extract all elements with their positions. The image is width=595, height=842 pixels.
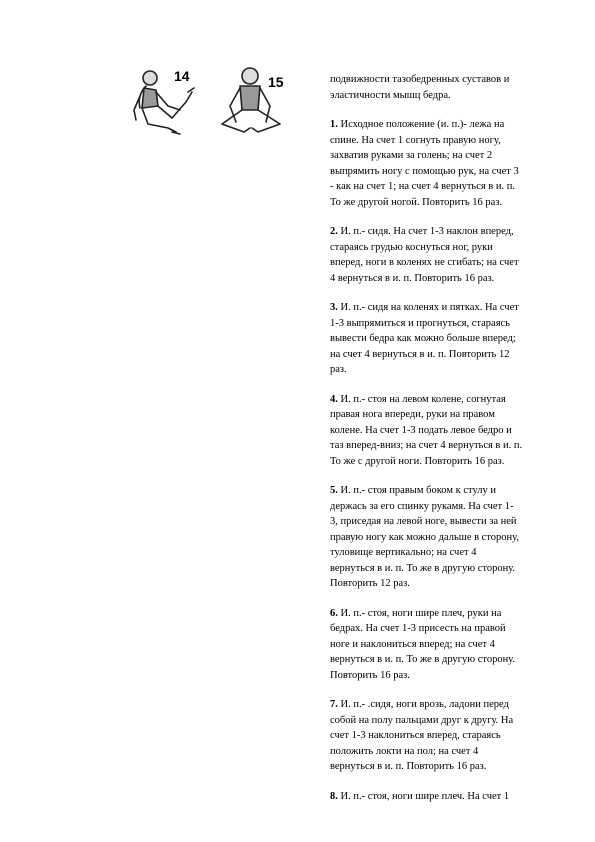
exercise-5 — [330, 483, 555, 592]
text-line: правая нога впереди, руки на правом — [330, 409, 495, 420]
text-line: подвижности тазобедренных суставов и — [330, 74, 510, 85]
text-line: раз. — [330, 364, 347, 375]
text-line: И. п.- стоя, ноги шире плеч, руки на — [337, 607, 502, 619]
exercise-6 — [330, 606, 555, 684]
text-line: И. п.- стоя, ноги шире плеч. На счет 1 — [337, 790, 510, 802]
text-line: таз вперед-вниз; на счет 4 вернуться в и. п. — [330, 440, 523, 451]
text-line: вернуться в и. п. То же в другую сторону. — [330, 654, 516, 665]
exercise-number: 4. — [330, 393, 338, 405]
text-line: на счет 4 вернуться в и. п. Повторить 12 — [330, 348, 510, 360]
figure-number-14: 14 — [174, 68, 190, 84]
text-line: И. п.- сидя. На счет 1-3 наклон вперед, — [337, 226, 514, 237]
exercise-number: 5. — [330, 485, 338, 496]
exercise-number: 3. — [330, 302, 338, 313]
text-line: собой на полу пальцами друг к другу. На — [330, 714, 514, 726]
exercise-number: 2. — [330, 226, 338, 237]
text-line: бедрах. На счет 1-3 присесть на правой — [330, 623, 506, 634]
intro-paragraph — [330, 72, 555, 103]
text-line: вывести бедра как можно больше вперед; — [330, 333, 516, 344]
text-line: Повторить 16 раз. — [330, 669, 410, 681]
exercise-1 — [330, 117, 555, 210]
text-line: вернуться в и. п. То же в другую сторону. — [330, 562, 516, 574]
text-line: держась за его спинку рукамя. На счет 1- — [330, 500, 514, 512]
text-line: И. п.- стоя правым боком к стулу и — [337, 485, 496, 496]
exercise-4 — [330, 392, 555, 470]
text-line: колене. На счет 1-3 подать левое бедро и — [330, 424, 512, 436]
exercise-number: 7. — [330, 699, 338, 710]
text-line: То же другой ногой. Повторить 16 раз. — [330, 196, 503, 208]
text-line: И. п.- стоя на левом колене, согнутая — [337, 393, 506, 405]
text-line: эластичности мышц бедра. — [330, 89, 451, 101]
text-line: 4 вернуться в и. п. Повторить 16 раз. — [330, 272, 495, 284]
text-line: Повторить 12 раз. — [330, 578, 410, 589]
text-line: стараясь грудью коснуться ног, руки — [330, 241, 493, 253]
text-line: правую ногу как можно дальше в сторону, — [330, 531, 519, 543]
exercise-text-column — [330, 72, 555, 818]
figure-number-15: 15 — [268, 74, 284, 90]
exercise-8 — [330, 789, 555, 805]
exercise-7 — [330, 697, 555, 775]
text-line: захватив руками за голень; на счет 2 — [330, 150, 493, 161]
text-line: 1-3 выпрямиться и прогнуться, стараясь — [330, 317, 510, 329]
exercise-number: 6. — [330, 607, 338, 619]
text-line: 3, приседая на левой ноге, вывести за ней — [330, 516, 517, 527]
text-line: И. п.- .сидя, ноги врозь, ладони перед — [337, 699, 509, 710]
exercise-illustrations — [128, 62, 288, 148]
text-line: И. п.- сидя на коленях и пятках. На счет — [337, 302, 519, 313]
text-line: положить локти на пол; на счет 4 — [330, 745, 479, 757]
text-line: выпрямить ногу с помощью рук, на счет 3 — [330, 165, 519, 177]
text-line: вперед, ноги в коленях не сгибать; на счет — [330, 257, 519, 268]
text-line: спине. На счет 1 согнуть правую ногу, — [330, 134, 501, 146]
text-line: счет 1-3 наклониться вперед, стараясь — [330, 730, 501, 741]
text-line: вернуться в и. п. Повторить 16 раз. — [330, 761, 487, 772]
text-line: Исходное положение (и. п.)- лежа на — [337, 119, 505, 130]
text-line: - как на счет 1; на счет 4 вернуться в и. п. — [330, 181, 516, 192]
text-line: ноге и наклониться вперед; на счет 4 — [330, 638, 495, 650]
exercise-2 — [330, 224, 555, 286]
exercise-number: 8. — [330, 790, 338, 802]
exercise-3 — [330, 300, 555, 378]
exercise-number: 1. — [330, 119, 338, 130]
text-line: То же с другой ноги. Повторить 16 раз. — [330, 455, 505, 467]
text-line: туловище вертикально; на счет 4 — [330, 547, 477, 558]
